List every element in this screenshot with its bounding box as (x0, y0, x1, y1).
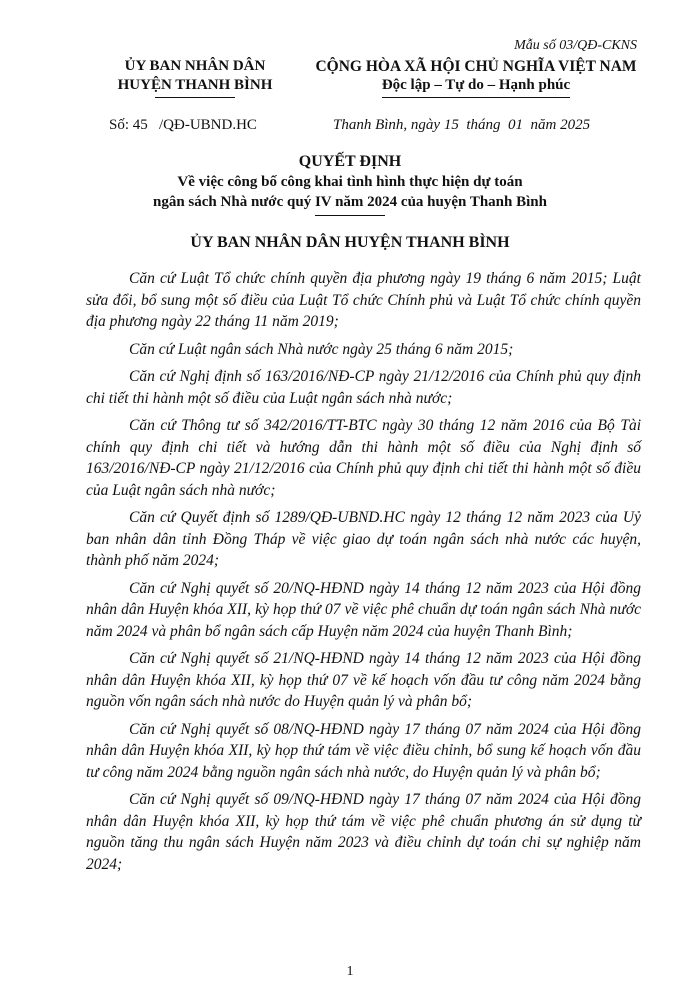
legal-basis (86, 268, 641, 881)
document-number: Số: 45 /QĐ-UBND.HC (109, 117, 257, 133)
authority-line-1: ỦY BAN NHÂN DÂN (124, 58, 266, 74)
legal-basis-paragraph: Căn cứ Nghị quyết số 20/NQ-HĐND ngày 14 tháng 12 năm 2023 của Hội đồng nhân dân Huyện khóa XII, kỳ họp thứ 07 về việc phê chuẩn dự toán ngân sách Nhà nước năm 2024 và phân bổ ngân sách cấp Huyện năm 2024 của huyện Thanh Bình; (86, 579, 641, 640)
title-underline (315, 215, 385, 216)
legal-basis-paragraph: Căn cứ Thông tư số 342/2016/TT-BTC ngày 30 tháng 12 năm 2016 của Bộ Tài chính quy định chi tiết và hướng dẫn thi hành một số điều của Nghị định số 163/2016/NĐ-CP ngày 21/12/2016 của Chính phủ quy định chi tiết thi hành một số điều của Luật ngân sách nhà nước; (86, 417, 641, 499)
place-date: Thanh Bình, ngày 15 tháng 01 năm 2025 (333, 117, 591, 133)
legal-basis-paragraph: Căn cứ Nghị quyết số 09/NQ-HĐND ngày 17 tháng 07 năm 2024 của Hội đồng nhân dân Huyện khóa XII, kỳ họp thứ tám về việc phê chuẩn phương án sử dụng từ nguồn tăng thu ngân sách Huyện năm 2023 và điều chỉnh dự toán chi sự nghiệp năm 2024; (86, 791, 641, 873)
legal-basis-paragraph: Căn cứ Quyết định số 1289/QĐ-UBND.HC ngày 12 tháng 12 năm 2023 của Uỷ ban nhân dân tỉnh Đồng Tháp về việc giao dự toán ngân sách nhà nước các huyện, thành phố năm 2024; (86, 509, 641, 569)
page-number: 1 (346, 964, 354, 979)
subject-line-2: ngân sách Nhà nước quý IV năm 2024 của huyện Thanh Bình (153, 194, 547, 210)
legal-basis-paragraph: Căn cứ Nghị quyết số 08/NQ-HĐND ngày 17 tháng 07 năm 2024 của Hội đồng nhân dân Huyện khóa XII, kỳ họp thứ tám về việc điều chỉnh, bổ sung kế hoạch vốn đầu tư công năm 2024 bằng nguồn ngân sách nhà nước, do Huyện quản lý và phân bổ; (86, 720, 641, 781)
form-code: Mẫu số 03/QĐ-CKNS (514, 38, 637, 53)
legal-basis-paragraph: Căn cứ Nghị quyết số 21/NQ-HĐND ngày 14 tháng 12 năm 2023 của Hội đồng nhân dân Huyện khóa XII, kỳ họp thứ 07 về kế hoạch vốn đầu tư công năm 2024 bằng nguồn vốn ngân sách nhà nước do Huyện quản lý và phân bổ; (86, 650, 641, 710)
authority-line-2: HUYỆN THANH BÌNH (117, 77, 273, 93)
country-name: CỘNG HÒA XÃ HỘI CHỦ NGHĨA VIỆT NAM (315, 58, 637, 75)
issuing-authority (98, 57, 292, 98)
document-title: QUYẾT ĐỊNH (298, 153, 402, 170)
subject-line-1: Về việc công bố công khai tình hình thực hiện dự toán (177, 174, 523, 190)
motto: Độc lập – Tự do – Hạnh phúc (381, 77, 571, 93)
national-motto (299, 57, 653, 98)
title-block (60, 152, 640, 216)
legal-basis-paragraph: Căn cứ Luật Tổ chức chính quyền địa phương ngày 19 tháng 6 năm 2015; Luật sửa đổi, bổ sung một số điều của Luật Tổ chức Chính phủ và Luật Tổ chức chính quyền địa phương ngày 22 tháng 11 năm 2019; (86, 270, 641, 330)
issuer-heading: ỦY BAN NHÂN DÂN HUYỆN THANH BÌNH (190, 234, 510, 251)
legal-basis-paragraph: Căn cứ Nghị định số 163/2016/NĐ-CP ngày 21/12/2016 của Chính phủ quy định chi tiết thi hành một số điều của Luật ngân sách nhà nước; (86, 368, 641, 407)
legal-basis-paragraph: Căn cứ Luật ngân sách Nhà nước ngày 25 tháng 6 năm 2015; (129, 340, 514, 358)
motto-underline (382, 97, 570, 98)
authority-underline (155, 97, 235, 98)
